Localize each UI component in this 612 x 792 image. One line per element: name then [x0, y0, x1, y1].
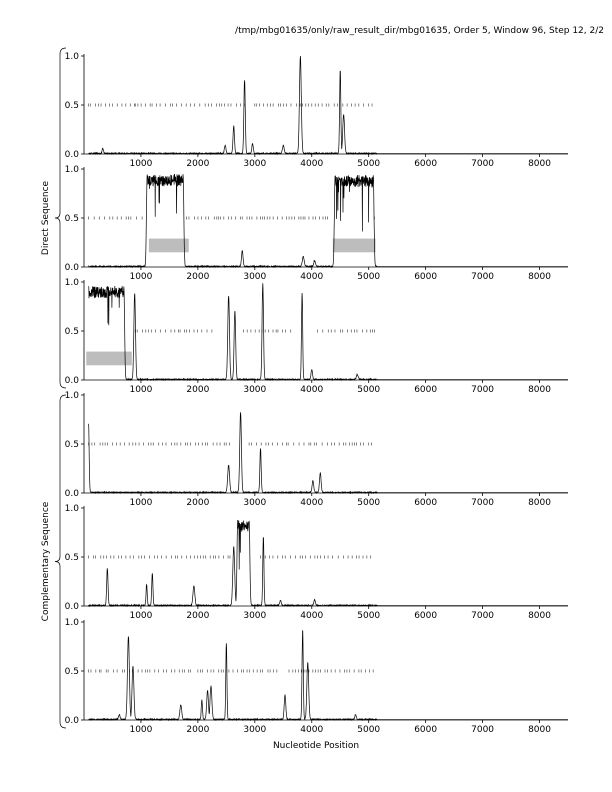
x-tick-label: 7000: [471, 498, 495, 508]
x-tick-label: 1000: [129, 159, 153, 169]
y-tick-label: 0.5: [64, 101, 79, 111]
x-tick-label: 2000: [186, 725, 210, 735]
y-tick-label: 0.0: [64, 263, 79, 273]
x-tick-label: 2000: [186, 159, 210, 169]
y-tick-label: 0.5: [64, 214, 79, 224]
x-tick-label: 4000: [300, 611, 324, 621]
y-tick-label: 1.0: [64, 52, 79, 62]
x-tick-label: 7000: [471, 725, 495, 735]
x-tick-label: 8000: [528, 498, 551, 508]
gene-mark-row: [89, 443, 372, 446]
x-tick-label: 1000: [129, 498, 153, 508]
x-tick-label: 3000: [243, 498, 267, 508]
gene-mark-row: [89, 556, 371, 559]
gene-mark-row: [135, 330, 374, 333]
coding-region-box: [149, 239, 189, 253]
x-tick-label: 5000: [357, 385, 381, 395]
x-tick-label: 7000: [471, 385, 495, 395]
coding-potential-trace: [89, 412, 378, 493]
coding-region-box: [333, 239, 376, 253]
coding-potential-trace: [89, 630, 378, 720]
x-tick-label: 7000: [471, 159, 495, 169]
x-tick-label: 6000: [414, 498, 438, 508]
y-tick-label: 0.5: [64, 667, 79, 677]
y-tick-label: 1.0: [64, 165, 79, 175]
group-label: Complementary Sequence: [41, 501, 51, 622]
x-tick-label: 3000: [243, 725, 267, 735]
panel-direct-frame-1: [65, 52, 568, 169]
x-tick-label: 2000: [186, 385, 210, 395]
x-tick-label: 6000: [414, 725, 438, 735]
group-label: Direct Sequence: [41, 180, 51, 256]
y-tick-label: 0.0: [64, 716, 79, 726]
y-tick-label: 1.0: [64, 278, 79, 288]
x-tick-label: 3000: [243, 159, 267, 169]
x-tick-label: 2000: [186, 272, 210, 282]
coding-potential-trace: [89, 283, 378, 380]
x-tick-label: 4000: [300, 498, 324, 508]
x-tick-label: 6000: [414, 385, 438, 395]
coding-potential-trace: [89, 174, 378, 267]
y-tick-label: 0.0: [64, 376, 79, 386]
x-tick-label: 5000: [357, 725, 381, 735]
x-tick-label: 7000: [471, 272, 495, 282]
x-tick-label: 8000: [528, 611, 551, 621]
complementary-sequence-group: [41, 395, 66, 728]
x-tick-label: 1000: [129, 385, 153, 395]
x-tick-label: 6000: [414, 611, 438, 621]
x-tick-label: 4000: [300, 272, 324, 282]
panel-complementary-frame-2: [65, 504, 568, 621]
x-tick-label: 6000: [414, 272, 438, 282]
x-tick-label: 8000: [528, 159, 551, 169]
x-tick-label: 3000: [243, 272, 267, 282]
panel-complementary-frame-1: [65, 391, 568, 508]
gene-mark-row: [89, 670, 374, 673]
x-tick-label: 8000: [528, 725, 551, 735]
x-tick-label: 5000: [357, 272, 381, 282]
panel-direct-frame-2: [65, 165, 568, 282]
x-tick-label: 3000: [243, 385, 267, 395]
panel-complementary-frame-3: [65, 618, 568, 735]
x-tick-label: 5000: [357, 498, 381, 508]
x-tick-label: 2000: [186, 611, 210, 621]
y-tick-label: 1.0: [64, 618, 79, 628]
y-tick-label: 0.0: [64, 602, 79, 612]
panel-direct-frame-3: [65, 278, 568, 395]
x-tick-label: 7000: [471, 611, 495, 621]
x-tick-label: 4000: [300, 385, 324, 395]
gene-mark-row: [89, 104, 372, 107]
figure-title: /tmp/mbg01635/only/raw_result_dir/mbg01635, Order 5, Window 96, Step 12, 2/2: [235, 26, 604, 36]
x-tick-label: 3000: [243, 611, 267, 621]
x-tick-label: 4000: [300, 725, 324, 735]
y-tick-label: 0.5: [64, 553, 79, 563]
x-tick-label: 1000: [129, 725, 153, 735]
x-tick-label: 8000: [528, 272, 551, 282]
y-tick-label: 0.5: [64, 440, 79, 450]
x-tick-label: 5000: [357, 159, 381, 169]
y-tick-label: 0.5: [64, 327, 79, 337]
x-tick-label: 4000: [300, 159, 324, 169]
gene-mark-row: [89, 217, 375, 220]
x-tick-label: 6000: [414, 159, 438, 169]
direct-sequence-group: [41, 48, 66, 388]
x-tick-label: 8000: [528, 385, 551, 395]
x-tick-label: 1000: [129, 272, 153, 282]
x-tick-label: 2000: [186, 498, 210, 508]
y-tick-label: 1.0: [64, 504, 79, 514]
coding-potential-trace: [89, 520, 378, 606]
y-tick-label: 0.0: [64, 150, 79, 160]
y-tick-label: 0.0: [64, 489, 79, 499]
x-axis-label: Nucleotide Position: [272, 741, 360, 751]
y-tick-label: 1.0: [64, 391, 79, 401]
x-tick-label: 5000: [357, 611, 381, 621]
x-tick-label: 1000: [129, 611, 153, 621]
